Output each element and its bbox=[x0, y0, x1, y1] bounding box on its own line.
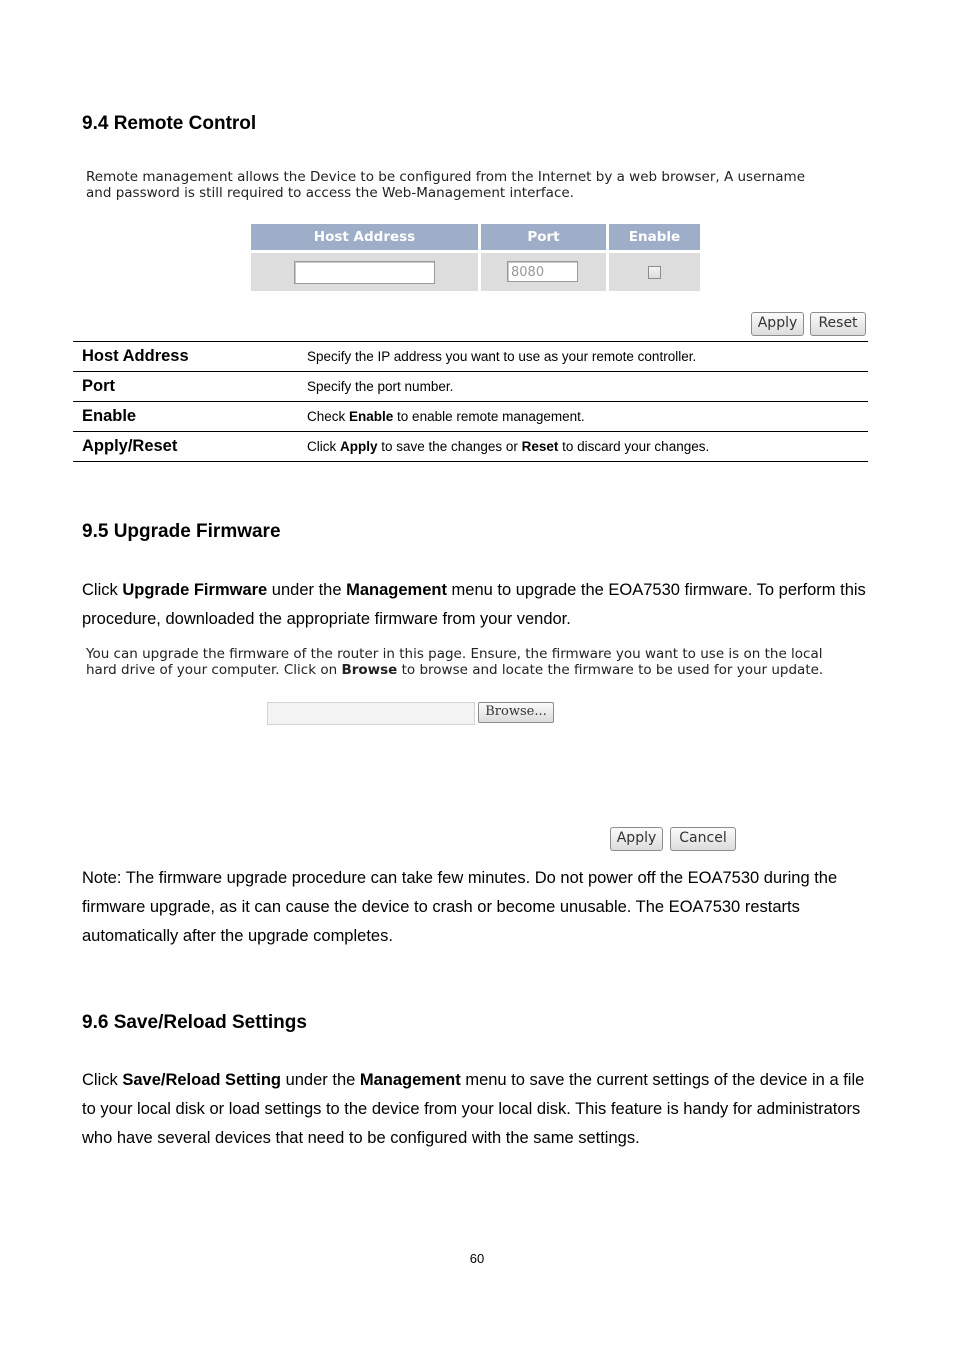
save-text-3: menu to save the current settings of the device in a file to your local disk or load settings to the device from your local disk. This feature is handy for administrators who have several devices that need to be configured with the same settings. bbox=[82, 1071, 865, 1147]
section-heading-upgrade-firmware: 9.5 Upgrade Firmware bbox=[82, 521, 281, 542]
table-row bbox=[73, 402, 868, 432]
parameter-description-table bbox=[73, 341, 868, 462]
column-header-port: Port bbox=[481, 224, 606, 250]
host-address-cell bbox=[251, 253, 478, 291]
upgrade-screenshot-text bbox=[86, 646, 886, 678]
upgrade-paragraph bbox=[82, 576, 872, 634]
parameter-name: Port bbox=[82, 377, 115, 395]
enable-checkbox[interactable] bbox=[648, 266, 661, 279]
upgrade-text-2: under the bbox=[267, 581, 347, 599]
parameter-description bbox=[307, 439, 709, 454]
browse-button[interactable]: Browse... bbox=[478, 702, 554, 723]
upgrade-note: Note: The firmware upgrade procedure can take few minutes. Do not power off the EOA7530 during the firmware upgrade, as it can cause the device to crash or become unusable. The EOA7530 restarts automatically after the upgrade completes. bbox=[82, 869, 838, 945]
parameter-name: Enable bbox=[82, 407, 137, 425]
port-cell bbox=[481, 253, 606, 291]
upgrade-text-bold-2: Management bbox=[346, 581, 447, 599]
column-header-enable: Enable bbox=[609, 224, 700, 250]
upgrade-shot-line2 bbox=[86, 662, 886, 678]
enable-cell bbox=[609, 253, 700, 291]
remote-intro-text bbox=[86, 169, 886, 201]
upgrade-shot-line2-text-end: to browse and locate the firmware to be used for your update. bbox=[397, 662, 824, 678]
table-row bbox=[73, 342, 868, 372]
port-input[interactable]: 8080 bbox=[507, 261, 578, 282]
apply-button[interactable]: Apply bbox=[751, 312, 804, 336]
parameter-description bbox=[307, 379, 453, 394]
description-text: Click bbox=[307, 439, 340, 454]
parameter-name: Apply/Reset bbox=[82, 437, 178, 455]
upgrade-cancel-button[interactable]: Cancel bbox=[670, 827, 736, 851]
host-address-input[interactable] bbox=[294, 261, 435, 284]
remote-intro-line2: and password is still required to access the Web-Management interface. bbox=[86, 185, 574, 201]
upgrade-text-3: menu to upgrade the EOA7530 firmware. To perform this procedure, downloaded the appropriate firmware from your vendor. bbox=[82, 581, 866, 628]
save-reload-paragraph bbox=[82, 1066, 872, 1153]
table-row bbox=[73, 372, 868, 402]
upgrade-shot-line1: You can upgrade the firmware of the router in this page. Ensure, the firmware you want to use is on the local bbox=[86, 646, 823, 662]
reset-button[interactable]: Reset bbox=[810, 312, 866, 336]
section-heading-save-reload: 9.6 Save/Reload Settings bbox=[82, 1012, 307, 1033]
parameter-description bbox=[307, 349, 696, 364]
save-text-1: Click bbox=[82, 1071, 123, 1089]
description-text: Check bbox=[307, 409, 350, 424]
upgrade-apply-button[interactable]: Apply bbox=[610, 827, 663, 851]
firmware-file-input[interactable] bbox=[267, 702, 475, 725]
save-text-bold-2: Management bbox=[359, 1071, 461, 1089]
table-row bbox=[73, 432, 868, 462]
save-text-2: under the bbox=[280, 1071, 360, 1089]
description-bold-text: Apply bbox=[340, 439, 378, 454]
upgrade-text-bold-1: Upgrade Firmware bbox=[122, 581, 268, 599]
description-text: to enable remote management. bbox=[393, 409, 585, 424]
upgrade-text-1: Click bbox=[82, 581, 123, 599]
description-bold-text: Reset bbox=[521, 439, 559, 454]
column-header-host-address: Host Address bbox=[251, 224, 478, 250]
description-text: Specify the IP address you want to use as your remote controller. bbox=[307, 349, 697, 364]
section-heading-remote-control: 9.4 Remote Control bbox=[82, 113, 257, 134]
description-bold-text: Enable bbox=[349, 409, 394, 424]
description-text: to discard your changes. bbox=[558, 439, 710, 454]
parameter-description bbox=[307, 409, 585, 424]
page-number: 60 bbox=[469, 1251, 485, 1266]
description-text: Specify the port number. bbox=[307, 379, 454, 394]
description-text: to save the changes or bbox=[377, 439, 522, 454]
remote-intro-line1: Remote management allows the Device to be configured from the Internet by a web browser, A username bbox=[86, 169, 805, 185]
upgrade-shot-line2-bold: Browse bbox=[341, 662, 398, 678]
remote-control-table bbox=[251, 224, 701, 291]
upgrade-shot-line2-text: hard drive of your computer. Click on bbox=[86, 662, 342, 678]
save-text-bold-1: Save/Reload Setting bbox=[122, 1071, 281, 1089]
parameter-name: Host Address bbox=[82, 347, 189, 365]
